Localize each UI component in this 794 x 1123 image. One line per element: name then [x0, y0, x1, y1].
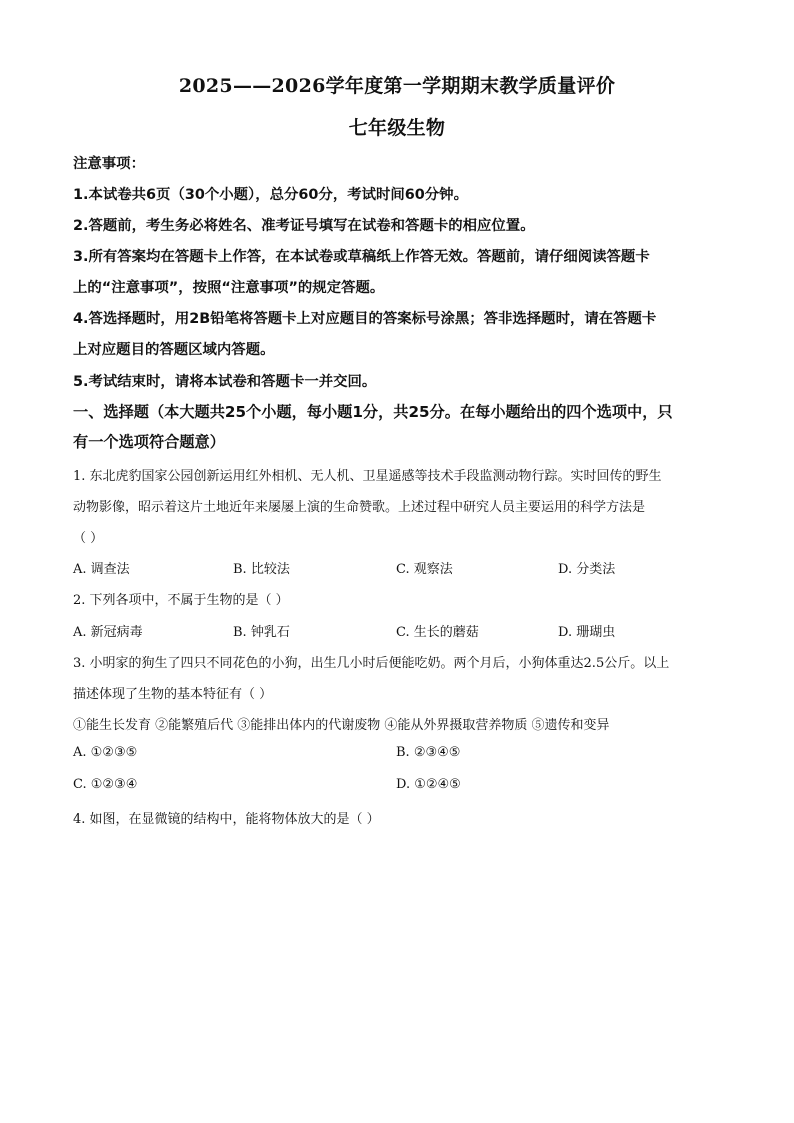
question-3-text: 描述体现了生物的基本特征有（ ） — [73, 687, 273, 702]
question-1-blank: （ ） — [73, 531, 104, 546]
question-3-option-a: A. ①②③⑤ — [73, 745, 138, 760]
question-2-option-a: A. 新冠病毒 — [73, 625, 143, 640]
question-3-option-c: C. ①②③④ — [73, 777, 138, 792]
question-1-option-c: C. 观察法 — [396, 562, 453, 577]
exam-title: 2025——2026学年度第一学期期末教学质量评价 — [178, 75, 616, 97]
question-3-statements: ①能生长发育 ②能繁殖后代 ③能排出体内的代谢废物 ④能从外界摄取营养物质 ⑤遗传和变异 — [73, 718, 610, 733]
notice-item: 上的“注意事项”，按照“注意事项”的规定答题。 — [73, 280, 385, 296]
question-2-option-d: D. 珊瑚虫 — [558, 625, 616, 640]
question-2-option-b: B. 钟乳石 — [233, 625, 290, 640]
question-2-option-c: C. 生长的蘑菇 — [396, 625, 479, 640]
question-4-text: 4. 如图，在显微镜的结构中，能将物体放大的是（ ） — [73, 812, 380, 827]
section-heading: 一、选择题（本大题共25个小题，每小题1分，共25分。在每小题给出的四个选项中，只 — [73, 403, 673, 421]
question-1-option-a: A. 调查法 — [73, 562, 130, 577]
question-1-option-b: B. 比较法 — [233, 562, 290, 577]
question-3-text: 3. 小明家的狗生了四只不同花色的小狗，出生几小时后便能吃奶。两个月后，小狗体重达2.5公斤。以上 — [73, 656, 670, 671]
notice-heading: 注意事项： — [73, 156, 145, 172]
notice-item: 1.本试卷共6页（30个小题），总分60分，考试时间60分钟。 — [73, 187, 468, 203]
exam-subtitle: 七年级生物 — [348, 117, 446, 139]
question-1-text: 动物影像，昭示着这片土地近年来屡屡上演的生命赞歌。上述过程中研究人员主要运用的科学方法是 — [73, 500, 646, 515]
notice-item: 2.答题前，考生务必将姓名、准考证号填写在试卷和答题卡的相应位置。 — [73, 218, 535, 234]
question-1-option-d: D. 分类法 — [558, 562, 616, 577]
question-2-text: 2. 下列各项中，不属于生物的是（ ） — [73, 593, 289, 608]
notice-item: 上对应题目的答题区域内答题。 — [73, 342, 275, 358]
notice-item: 5.考试结束时，请将本试卷和答题卡一并交回。 — [73, 374, 377, 390]
question-1-text: 1. 东北虎豹国家公园创新运用红外相机、无人机、卫星遥感等技术手段监测动物行踪。实时回传的野生 — [73, 469, 662, 484]
question-3-option-b: B. ②③④⑤ — [396, 745, 461, 760]
notice-item: 3.所有答案均在答题卡上作答，在本试卷或草稿纸上作答无效。答题前，请仔细阅读答题卡 — [73, 249, 650, 265]
section-heading-cont: 有一个选项符合题意） — [73, 433, 225, 451]
question-3-option-d: D. ①②④⑤ — [396, 777, 461, 792]
notice-item: 4.答选择题时，用2B铅笔将答题卡上对应题目的答案标号涂黑；答非选择题时，请在答题卡 — [73, 311, 657, 327]
